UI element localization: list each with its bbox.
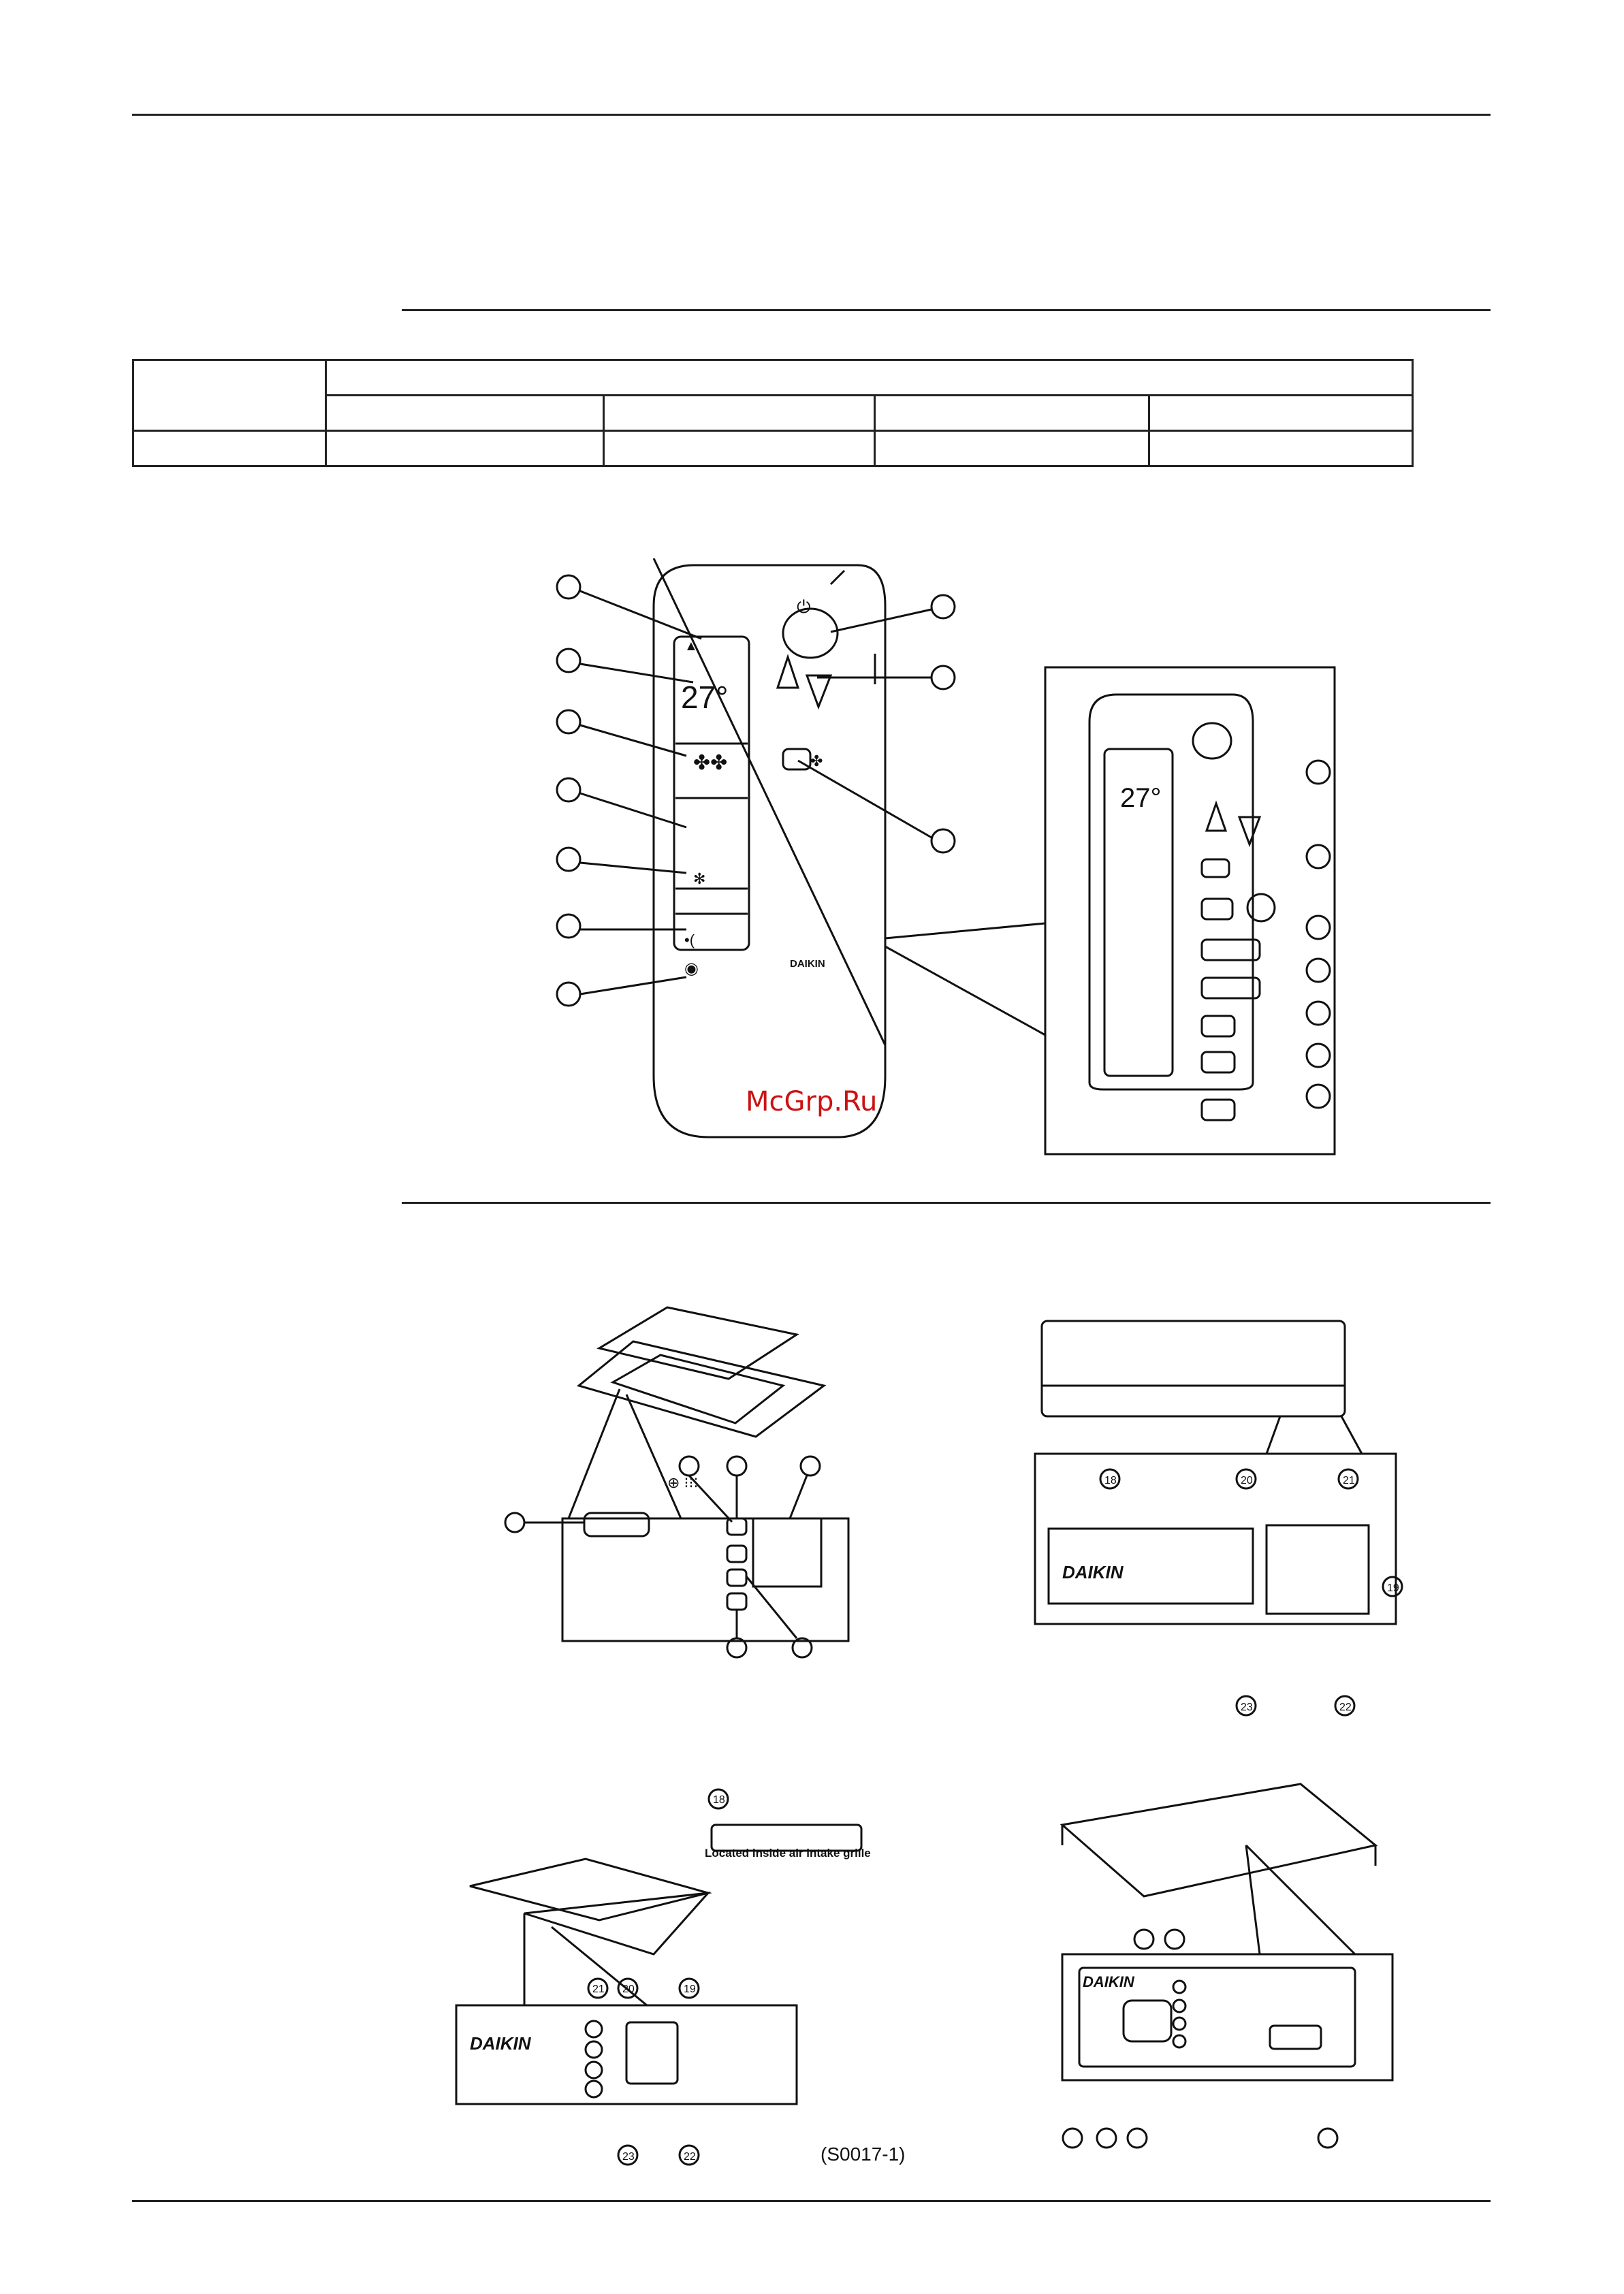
cool-mode-icon: ✻ [693, 870, 706, 887]
callout-21: 21 [1343, 1475, 1355, 1486]
bottom-rule [132, 2200, 1491, 2202]
callout-18: 18 [1104, 1475, 1117, 1486]
fan-icon: ✤✤ [693, 752, 728, 774]
grille-note: Located inside air intake grille [705, 1847, 871, 1860]
temp-up-button[interactable] [778, 657, 798, 688]
figure-code: (S0017-1) [821, 2144, 906, 2165]
spec-table [132, 359, 1414, 467]
louver-icon: •( [684, 931, 695, 949]
callout-19: 19 [1387, 1582, 1399, 1594]
watermark: McGrp.Ru [746, 1086, 878, 1117]
callout-23: 23 [1241, 1702, 1253, 1713]
callout-19: 19 [684, 1984, 696, 1995]
brand-logo: DAIKIN [1062, 1562, 1124, 1582]
table-row [133, 431, 1413, 466]
table-cell [1149, 431, 1413, 466]
fan-icon: ✤ [810, 752, 823, 769]
table-cell [604, 396, 875, 431]
section-rule-2 [402, 1202, 1491, 1204]
table-cell [326, 360, 1413, 396]
callout-22: 22 [684, 2151, 696, 2163]
power-icon: ⏻ [797, 596, 811, 617]
cassette-unit-figure [497, 1294, 872, 1675]
table-cell [875, 431, 1149, 466]
callout-18: 18 [713, 1794, 725, 1806]
suspended-unit-figure [1042, 1770, 1423, 2179]
callout-21: 21 [592, 1984, 605, 1995]
section-rule-1 [402, 309, 1491, 311]
wall-unit-figure [1021, 1307, 1430, 1730]
signal-receiver-icon: ◉ [684, 959, 699, 978]
table-cell [875, 396, 1149, 431]
table-cell [133, 360, 326, 431]
table-cell [326, 431, 604, 466]
callout-22: 22 [1339, 1702, 1352, 1713]
table-cell [604, 431, 875, 466]
table-cell [1149, 396, 1413, 431]
top-rule [132, 114, 1491, 116]
remote-controller-figure [531, 558, 1348, 1171]
lcd-temperature: 27° [681, 680, 729, 715]
zoom-lcd-temperature: 27° [1120, 783, 1162, 813]
table-cell [326, 396, 604, 431]
table-cell [133, 431, 326, 466]
table-row [133, 360, 1413, 396]
up-arrow-icon: ▲ [684, 639, 698, 654]
brand-logo: DAIKIN [790, 958, 825, 970]
callout-20: 20 [1241, 1475, 1253, 1486]
temp-down-button[interactable] [807, 675, 831, 707]
ceiling-unit-figure [449, 1777, 899, 2172]
svg-text:⊕ ⁝⁝⁝: ⊕ ⁝⁝⁝ [667, 1474, 699, 1491]
brand-logo: DAIKIN [470, 2033, 531, 2054]
callout-20: 20 [622, 1984, 635, 1995]
brand-logo: DAIKIN [1083, 1973, 1134, 1990]
callout-23: 23 [622, 2151, 635, 2163]
